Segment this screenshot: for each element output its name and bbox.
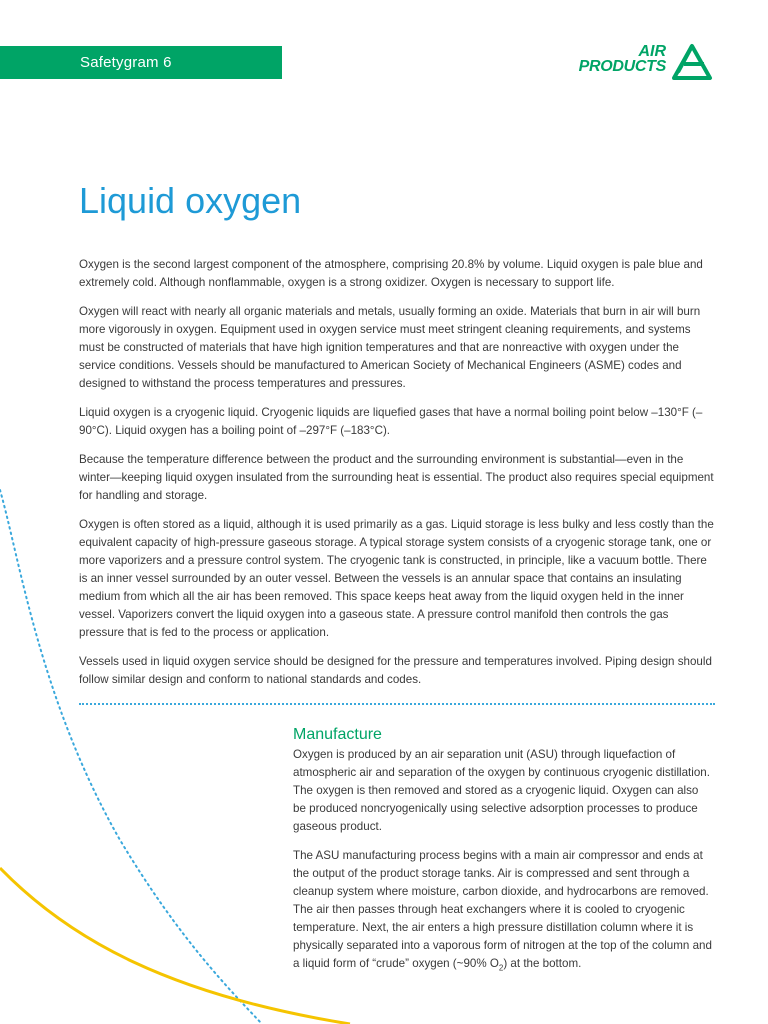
paragraph: Liquid oxygen is a cryogenic liquid. Cryogenic liquids are liquefied gases that have a normal boiling point below –130°F (–90°C). Liquid oxygen has a boiling point of –297°F (–183°C).: [79, 406, 703, 437]
paragraph: Oxygen is often stored as a liquid, although it is used primarily as a gas. Liquid storage is less bulky and less costly than the equivalent capacity of high-pressure gaseous storage. A typical storage system consists of a cryogenic storage tank, one or more vaporizers and a pressure control system. The cryogenic tank is constructed, in principle, like a vacuum bottle. There is an inner vessel surrounded by an outer vessel. Between the vessels is an annular space that contains an insulating medium from which all the air has been removed. This space keeps heat away from the liquid oxygen held in the inner vessel. Vaporizers convert the liquid oxygen into a gaseous state. A pressure control manifold then controls the gas pressure that is fed to the process or application.: [79, 518, 714, 639]
intro-body: [79, 256, 715, 700]
logo-triangle-icon: [670, 42, 714, 82]
safetygram-banner: [0, 46, 282, 79]
subscript: 2: [498, 963, 504, 973]
paragraph: Oxygen is the second largest component of the atmosphere, comprising 20.8% by volume. Liquid oxygen is pale blue and extremely cold. Although nonflammable, oxygen is a strong oxidizer. Oxygen is necessary to support life.: [79, 258, 703, 289]
banner-label: Safetygram 6: [80, 54, 172, 71]
text-run: ) at the bottom.: [503, 957, 582, 970]
page-title: Liquid oxygen: [79, 180, 302, 221]
logo-line2: PRODUCTS: [578, 58, 666, 75]
logo-line1: AIR: [638, 43, 666, 60]
text-run: The ASU manufacturing process begins with a main air compressor and ends at the output of the product storage tanks. Air is compressed and sent through a cleanup system where moisture, carbon dioxide, and hydrocarbons are removed. The air then passes through heat exchangers where it is cooled to cryogenic temperature. Next, the air enters a high pressure distillation column where it is physically separated into a vaporous form of nitrogen at the top of the column and a liquid form of “crude” oxygen (~90% O: [293, 849, 712, 970]
paragraph: Oxygen is produced by an air separation unit (ASU) through liquefaction of atmospheric air and separation of the oxygen by continuous cryogenic distillation. The oxygen is then removed and stored as a cryogenic liquid. Oxygen can also be produced noncryogenically using selective adsorption processes to produce gaseous product.: [293, 748, 710, 833]
manufacture-section: [293, 726, 713, 988]
section-heading: Manufacture: [293, 726, 382, 743]
paragraph: [293, 847, 713, 977]
logo-wordmark: [579, 44, 666, 74]
paragraph: Oxygen will react with nearly all organic materials and metals, usually forming an oxide. Materials that burn in air will burn more vigorously in oxygen. Equipment used in oxygen service must meet stringent cleaning requirements, and systems must be constructed of materials that have high ignition temperatures and that are nonreactive with oxygen under the service conditions. Vessels should be manufactured to American Society of Mechanical Engineers (ASME) codes and designed to withstand the process temperatures and pressures.: [79, 305, 701, 390]
air-products-logo: [552, 40, 714, 84]
dotted-divider: [79, 703, 715, 705]
paragraph: Because the temperature difference between the product and the surrounding environment is substantial—even in the winter—keeping liquid oxygen insulated from the surrounding heat is essential. The product also requires special equipment for handling and storage.: [79, 453, 714, 502]
paragraph: Vessels used in liquid oxygen service should be designed for the pressure and temperatures involved. Piping design should follow similar design and conform to national standards and codes.: [79, 655, 712, 686]
